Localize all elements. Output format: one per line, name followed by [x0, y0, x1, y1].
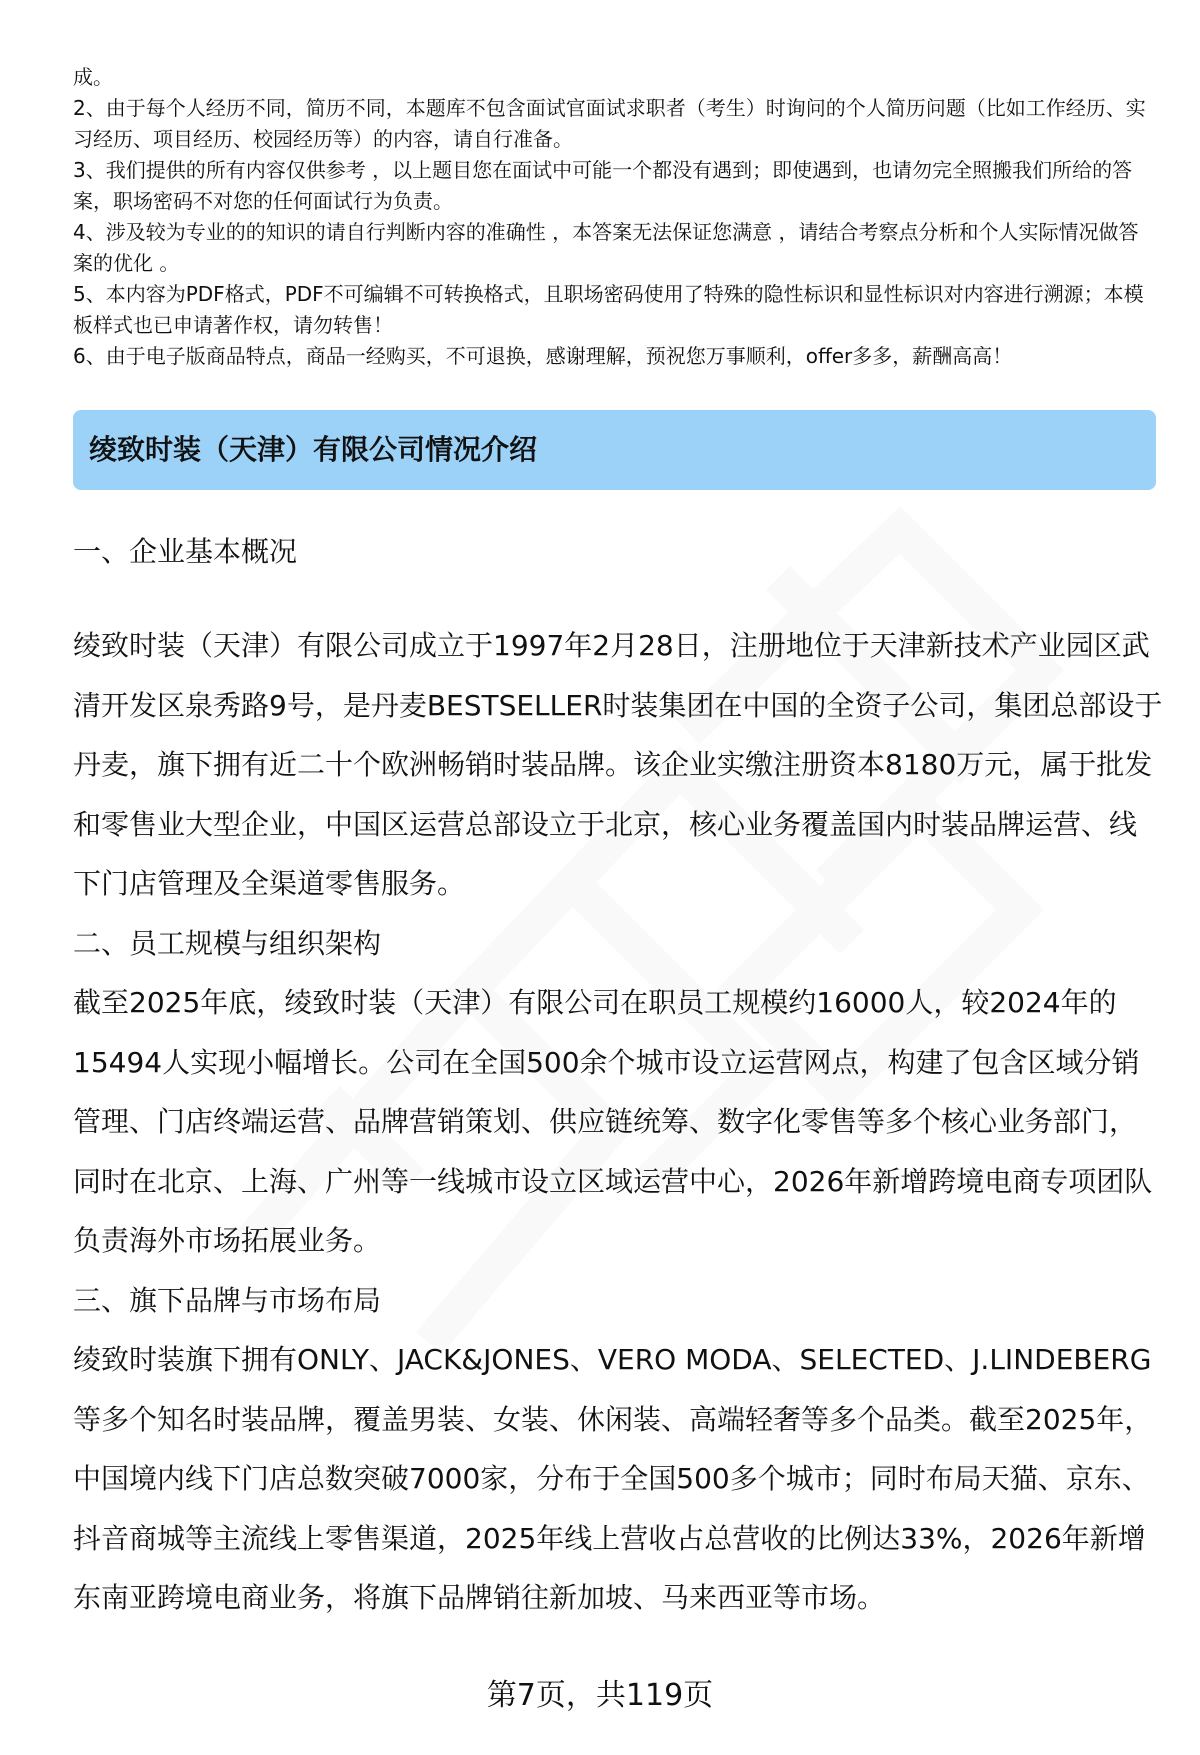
page-number-footer: 第7页，共119页 — [486, 1678, 714, 1713]
heading-brands-market: 三、旗下品牌与市场布局 — [73, 1283, 382, 1317]
section-title-band — [73, 410, 1156, 490]
notes-list — [73, 62, 1153, 372]
paragraph-staff: 截至2025年底，绫致时装（天津）有限公司在职员工规模约16000人，较2024年的15494人实现小幅增长。公司在全国500余个城市设立运营网点，构建了包含区域分销管理、门店终端运营、品牌营销策划、供应链统筹、数字化零售等多个核心业务部门，同时在北京、上海、广州等一线城市设立区域运营中心，2026年新增跨境电商专项团队负责海外市场拓展业务。 — [73, 986, 1153, 1257]
note-item: 4、涉及较为专业的的知识的请自行判断内容的准确性 ，本答案无法保证您满意 ，请结合考察点分析和个人实际情况做答案的优化 。 — [73, 220, 1139, 275]
note-item: 成。 — [73, 65, 113, 89]
section-title: 绫致时装（天津）有限公司情况介绍 — [89, 433, 538, 466]
paragraph-brands: 绫致时装旗下拥有ONLY、JACK&JONES、VERO MODA、SELECTED、J.LINDEBERG等多个知名时装品牌，覆盖男装、女装、休闲装、高端轻奢等多个品类。截至2025年，中国境内线下门店总数突破7000家，分布于全国500多个城市；同时布局天猫、京东、抖音商城等主流线上零售渠道，2025年线上营收占总营收的比例达33%，2026年新增东南亚跨境电商业务，将旗下品牌销往新加坡、马来西亚等市场。 — [73, 1343, 1153, 1614]
note-item: 6、由于电子版商品特点，商品一经购买，不可退换，感谢理解，预祝您万事顺利，offer多多，薪酬高高！ — [73, 344, 1013, 368]
heading-company-overview: 一、企业基本概况 — [73, 535, 298, 568]
note-item: 3、我们提供的所有内容仅供参考 ，以上题目您在面试中可能一个都没有遇到；即使遇到，也请勿完全照搬我们所给的答案，职场密码不对您的任何面试行为负责。 — [73, 158, 1133, 213]
paragraph-overview: 绫致时装（天津）有限公司成立于1997年2月28日，注册地位于天津新技术产业园区武清开发区泉秀路9号，是丹麦BESTSELLER时装集团在中国的全资子公司，集团总部设于丹麦，旗下拥有近二十个欧洲畅销时装品牌。该企业实缴注册资本8180万元，属于批发和零售业大型企业，中国区运营总部设立于北京，核心业务覆盖国内时装品牌运营、线下门店管理及全渠道零售服务。 — [73, 629, 1163, 900]
note-item: 5、本内容为PDF格式，PDF不可编辑不可转换格式，且职场密码使用了特殊的隐性标识和显性标识对内容进行溯源；本模板样式也已申请著作权，请勿转售！ — [73, 282, 1144, 337]
heading-staff-structure: 二、员工规模与组织架构 — [73, 926, 382, 960]
note-item: 2、由于每个人经历不同，简历不同，本题库不包含面试官面试求职者（考生）时询问的个人简历问题（比如工作经历、实习经历、项目经历、校园经历等）的内容，请自行准备。 — [73, 96, 1146, 151]
body-content — [73, 616, 1163, 1628]
